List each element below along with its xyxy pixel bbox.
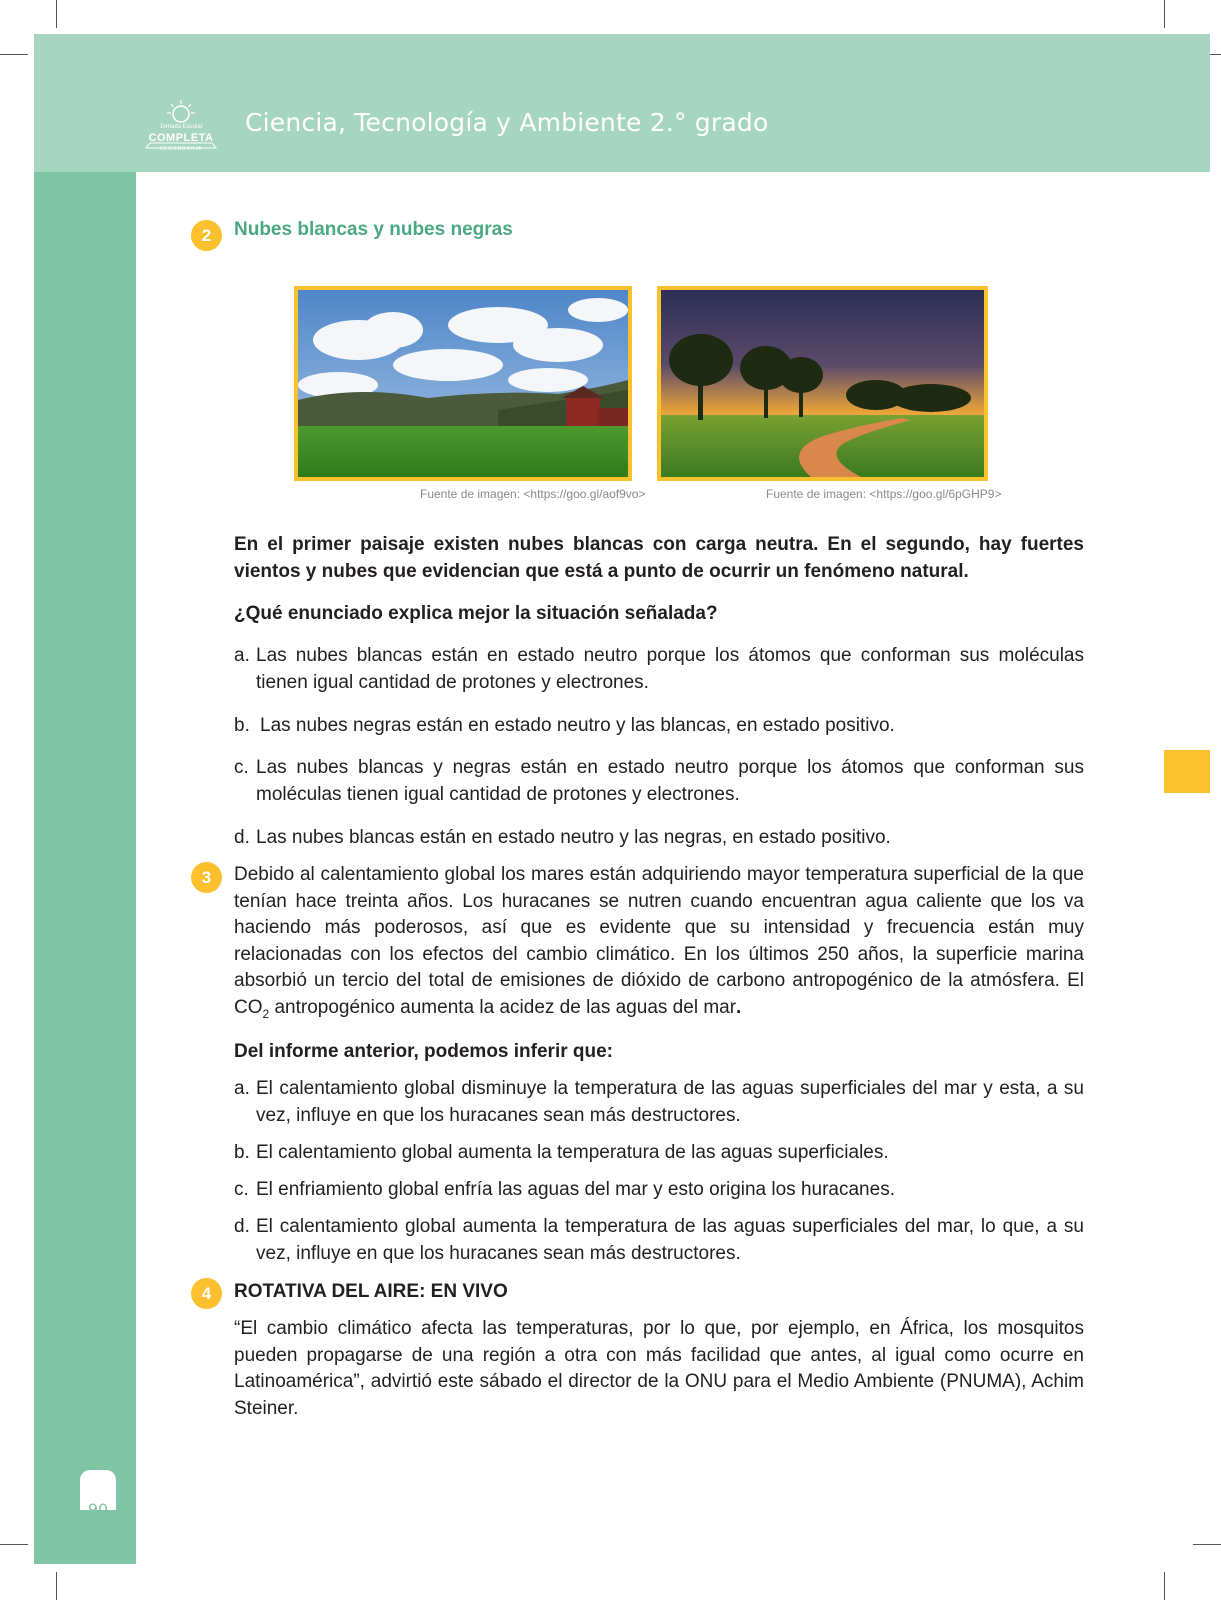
image-caption: Fuente de imagen: <https://goo.gl/aof9vo>	[420, 487, 646, 501]
option-letter: c.	[234, 1179, 249, 1200]
crop-mark	[0, 1544, 28, 1545]
crop-mark	[1164, 1572, 1165, 1600]
section-intro: En el primer paisaje existen nubes blancas con carga neutra. En el segundo, hay fuertes vientos y nubes que evidencian que está a punto de ocurrir un fenómeno natural.	[234, 534, 1084, 582]
option-text: El calentamiento global disminuye la temperatura de las aguas superficiales del mar y esta, a su vez, influye en que los huracanes sean más destructores.	[256, 1078, 1084, 1126]
option-text: Las nubes blancas están en estado neutro y las negras, en estado positivo.	[256, 827, 891, 848]
answer-option	[234, 755, 1084, 808]
section-paragraph: “El cambio climático afecta las temperaturas, por lo que, por ejemplo, en África, los mosquitos pueden propagarse de una región a otra con más facilidad que antes, al igual como ocurre en Latinoamérica”, advirtió este sábado el director de la ONU para el Medio Ambiente (PNUMA), Achim Steiner.	[234, 1318, 1084, 1419]
answer-option	[234, 1177, 1084, 1204]
section-question: Del informe anterior, podemos inferir que:	[234, 1041, 614, 1062]
option-letter: b.	[234, 715, 250, 736]
section-number-badge: 3	[191, 862, 222, 893]
header-title: Ciencia, Tecnología y Ambiente 2.° grado	[245, 108, 769, 137]
option-text: El enfriamiento global enfría las aguas del mar y esto origina los huracanes.	[256, 1179, 895, 1200]
white-clouds-landscape-image	[294, 286, 632, 481]
option-letter: d.	[234, 1216, 250, 1237]
answer-option	[234, 825, 1084, 852]
option-text: El calentamiento global aumenta la temperatura de las aguas superficiales.	[256, 1142, 889, 1163]
answer-option	[234, 643, 1084, 696]
crop-mark	[0, 54, 28, 55]
answer-option	[234, 1214, 1084, 1267]
logo-top-text: Jornada Escolar	[159, 124, 203, 130]
period: .	[736, 996, 742, 1018]
logo-sub-text: SECUNDARIA	[159, 146, 203, 152]
option-letter: b.	[234, 1142, 250, 1163]
crop-mark	[56, 1572, 57, 1600]
option-text: Las nubes negras están en estado neutro y las blancas, en estado positivo.	[260, 715, 895, 736]
dark-clouds-landscape-image	[657, 286, 988, 481]
option-text: El calentamiento global aumenta la temperatura de las aguas superficiales del mar, lo que, a su vez, influye en que los huracanes sean más destructores.	[256, 1216, 1084, 1264]
page-number: 90	[87, 1500, 109, 1519]
option-text: Las nubes blancas y negras están en estado neutro porque los átomos que conforman sus moléculas tienen igual cantidad de protones y electrones.	[256, 757, 1084, 805]
answer-option	[234, 713, 1084, 740]
section-paragraph	[234, 862, 1084, 1027]
answer-option	[234, 1140, 1084, 1167]
subscript: 2	[262, 1006, 270, 1021]
crop-mark	[1164, 0, 1165, 28]
option-letter: a.	[234, 1078, 250, 1099]
option-letter: d.	[234, 827, 250, 848]
crop-mark	[56, 0, 57, 28]
image-caption: Fuente de imagen: <https://goo.gl/6pGHP9>	[766, 487, 1002, 501]
paragraph-text: Debido al calentamiento global los mares están adquiriendo mayor temperatura superficial de la que tenían hace treinta años. Los huracanes se nutren cuando encuentran agua caliente que los va haciendo más poderosos, así que es evidente que su intensidad y frecuencia están muy relacionadas con los efectos del cambio climático. En los últimos 250 años, la superficie marina absorbió un tercio del total de emisiones de dióxido de carbono antropogénico de la atmósfera. El CO	[234, 864, 1084, 1018]
section-number-badge: 2	[191, 220, 222, 251]
option-text: Las nubes blancas están en estado neutro porque los átomos que conforman sus moléculas tienen igual cantidad de protones y electrones.	[256, 645, 1084, 693]
option-letter: a.	[234, 645, 250, 666]
left-band	[34, 172, 136, 1564]
paragraph-text: antropogénico aumenta la acidez de las aguas del mar	[269, 996, 737, 1018]
option-letter: c.	[234, 757, 249, 778]
section-title: Nubes blancas y nubes negras	[234, 219, 513, 240]
section-question: ¿Qué enunciado explica mejor la situación señalada?	[234, 603, 718, 624]
right-side-tab	[1164, 750, 1210, 793]
crop-mark	[1193, 1544, 1221, 1545]
section-title: ROTATIVA DEL AIRE: EN VIVO	[234, 1281, 508, 1302]
section-number-badge: 4	[191, 1278, 222, 1309]
logo-word: COMPLETA	[148, 132, 214, 144]
logo	[142, 96, 220, 158]
answer-option	[234, 1076, 1084, 1129]
